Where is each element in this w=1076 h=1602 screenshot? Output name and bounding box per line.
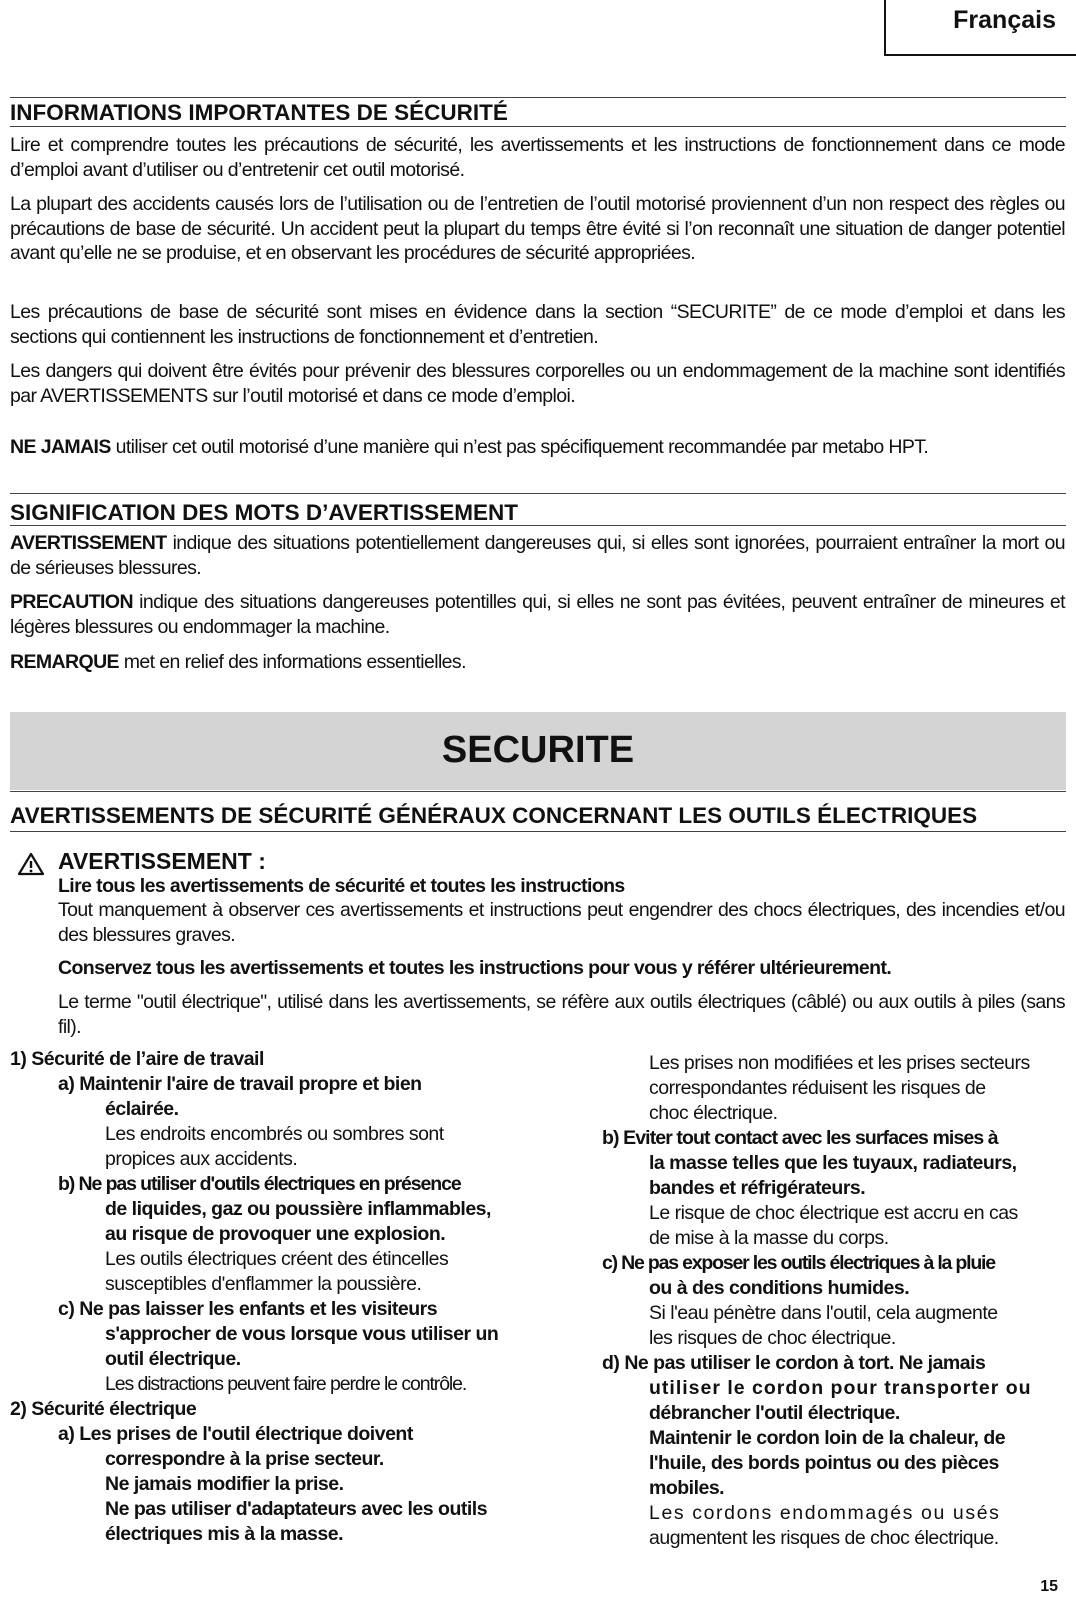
banner-title: SECURITE [441, 729, 635, 771]
list-item: Les outils électriques créent des étincelles [105, 1248, 449, 1270]
section-rule [10, 791, 1066, 792]
never-label: NE JAMAIS [10, 436, 111, 458]
page-number: 15 [1040, 1578, 1058, 1595]
warning-text: Le terme "outil électrique", utilisé dans les avertissements, se réfère aux outils électriques (câblé) ou aux outils à piles (sans fil). [58, 991, 1065, 1038]
list-item: susceptibles d'enflammer la poussière. [105, 1273, 422, 1295]
list-item: Les prises non modifiées et les prises secteurs [649, 1052, 1030, 1074]
section-underline [10, 525, 1066, 526]
list-item: a) Les prises de l'outil électrique doivent [58, 1423, 413, 1445]
list-item: Ne jamais modifier la prise. [105, 1473, 344, 1495]
paragraph: Les dangers qui doivent être évités pour prévenir des blessures corporelles ou un endommagement de la machine sont identifiés par AVERTISSEMENTS sur l’outil motorisé et dans ce mode d’emploi. [10, 360, 1065, 407]
list-item: augmentent les risques de choc électrique. [649, 1527, 999, 1549]
definition-text: met en relief des informations essentielles. [118, 651, 466, 673]
list-item: Le risque de choc électrique est accru en cas [649, 1202, 1018, 1224]
list-item: utiliser le cordon pour transporter ou [649, 1377, 1032, 1399]
section-title-signal-words: SIGNIFICATION DES MOTS D’AVERTISSEMENT [10, 500, 518, 525]
definition-warning [10, 531, 1065, 580]
list-item: choc électrique. [649, 1102, 778, 1124]
section-rule [10, 493, 1066, 494]
list-item: correspondre à la prise secteur. [105, 1448, 384, 1470]
list-item: outil électrique. [105, 1348, 241, 1370]
section-title-general-warnings: AVERTISSEMENTS DE SÉCURITÉ GÉNÉRAUX CONCERNANT LES OUTILS ÉLECTRIQUES [10, 803, 978, 828]
list-item: éclairée. [105, 1098, 179, 1120]
warning-label: AVERTISSEMENT : [58, 848, 266, 874]
list-item: la masse telles que les tuyaux, radiateurs, [649, 1152, 1017, 1174]
definition-text: indique des situations dangereuses potentilles qui, si elles ne sont pas évitées, peuvent entraîner de mineures et légères blessures ou endommager la machine. [10, 591, 1065, 638]
section-underline [10, 126, 1066, 127]
list-item: d) Ne pas utiliser le cordon à tort. Ne jamais [602, 1352, 986, 1374]
list-item: les risques de choc électrique. [649, 1327, 896, 1349]
section-title-important-safety: INFORMATIONS IMPORTANTES DE SÉCURITÉ [10, 100, 508, 125]
warning-triangle-icon [18, 852, 44, 876]
list-item: Maintenir le cordon loin de la chaleur, de [649, 1427, 1006, 1449]
list-item: l'huile, des bords pointus ou des pièces [649, 1452, 999, 1474]
language-label: Français [953, 6, 1056, 34]
subsection-title: 1) Sécurité de l’aire de travail [10, 1048, 264, 1070]
list-item: Les endroits encombrés ou sombres sont [105, 1123, 444, 1145]
safety-banner [10, 712, 1066, 790]
paragraph: La plupart des accidents causés lors de l’utilisation ou de l’entretien de l’outil motorisé proviennent d’un non respect des règles ou précautions de base de sécurité. Un accident peut la plupart du temps être évité si l’on reconnaît une situation de danger potentiel avant qu’elle ne se produise, et en observant les procédures de sécurité appropriées. [10, 193, 1065, 265]
list-item: Si l'eau pénètre dans l'outil, cela augmente [649, 1302, 998, 1324]
term-note: REMARQUE [10, 651, 119, 673]
list-item: bandes et réfrigérateurs. [649, 1177, 866, 1199]
term-warning: AVERTISSEMENT [10, 532, 167, 554]
warning-bold-line: Conservez tous les avertissements et toutes les instructions pour vous y référer ultérieurement. [58, 957, 892, 979]
list-item: b) Ne pas utiliser d'outils électriques en présence [58, 1173, 461, 1195]
list-item: a) Maintenir l'aire de travail propre et bien [58, 1073, 422, 1095]
never-text: utiliser cet outil motorisé d’une manière qui n’est pas spécifiquement recommandée par metabo HPT. [110, 436, 929, 458]
list-item: ou à des conditions humides. [649, 1277, 910, 1299]
list-item: de mise à la masse du corps. [649, 1227, 889, 1249]
list-item: correspondantes réduisent les risques de [649, 1077, 986, 1099]
list-item: mobiles. [649, 1477, 725, 1499]
list-item: électriques mis à la masse. [105, 1523, 343, 1545]
list-item: au risque de provoquer une explosion. [105, 1223, 446, 1245]
list-item: Les distractions peuvent faire perdre le contrôle. [105, 1373, 467, 1395]
list-item: propices aux accidents. [105, 1148, 298, 1170]
warning-text: Tout manquement à observer ces avertissements et instructions peut engendrer des chocs électriques, des incendies et/ou des blessures graves. [58, 899, 1065, 946]
never-paragraph [10, 435, 1065, 460]
warning-bold-line: Lire tous les avertissements de sécurité et toutes les instructions [58, 875, 625, 897]
list-item: c) Ne pas laisser les enfants et les visiteurs [58, 1298, 438, 1320]
definition-note [10, 650, 1065, 675]
paragraph: Lire et comprendre toutes les précautions de sécurité, les avertissements et les instructions de fonctionnement dans ce mode d’emploi avant d’utiliser ou d’entretenir cet outil motorisé. [10, 134, 1065, 181]
definition-text: indique des situations potentiellement dangereuses qui, si elles sont ignorées, pourraient entraîner la mort ou de sérieuses blessures. [10, 532, 1065, 579]
list-item: de liquides, gaz ou poussière inflammables, [105, 1198, 491, 1220]
subsection-title: 2) Sécurité électrique [10, 1398, 197, 1420]
paragraph: Les précautions de base de sécurité sont mises en évidence dans la section “SECURITE” de ce mode d’emploi et dans les sections qui contiennent les instructions de fonctionnement et d’entretien. [10, 301, 1065, 348]
list-item: débrancher l'outil électrique. [649, 1402, 900, 1424]
section-rule [10, 97, 1066, 98]
term-caution: PRECAUTION [10, 591, 133, 613]
list-item: b) Eviter tout contact avec les surfaces mises à [602, 1127, 998, 1149]
list-item: s'approcher de vous lorsque vous utiliser un [105, 1323, 499, 1345]
definition-caution [10, 590, 1065, 639]
section-underline [10, 831, 1066, 832]
list-item: Les cordons endommagés ou usés [649, 1502, 1001, 1524]
list-item: c) Ne pas exposer les outils électriques à la pluie [602, 1252, 995, 1274]
list-item: Ne pas utiliser d'adaptateurs avec les outils [105, 1498, 488, 1520]
